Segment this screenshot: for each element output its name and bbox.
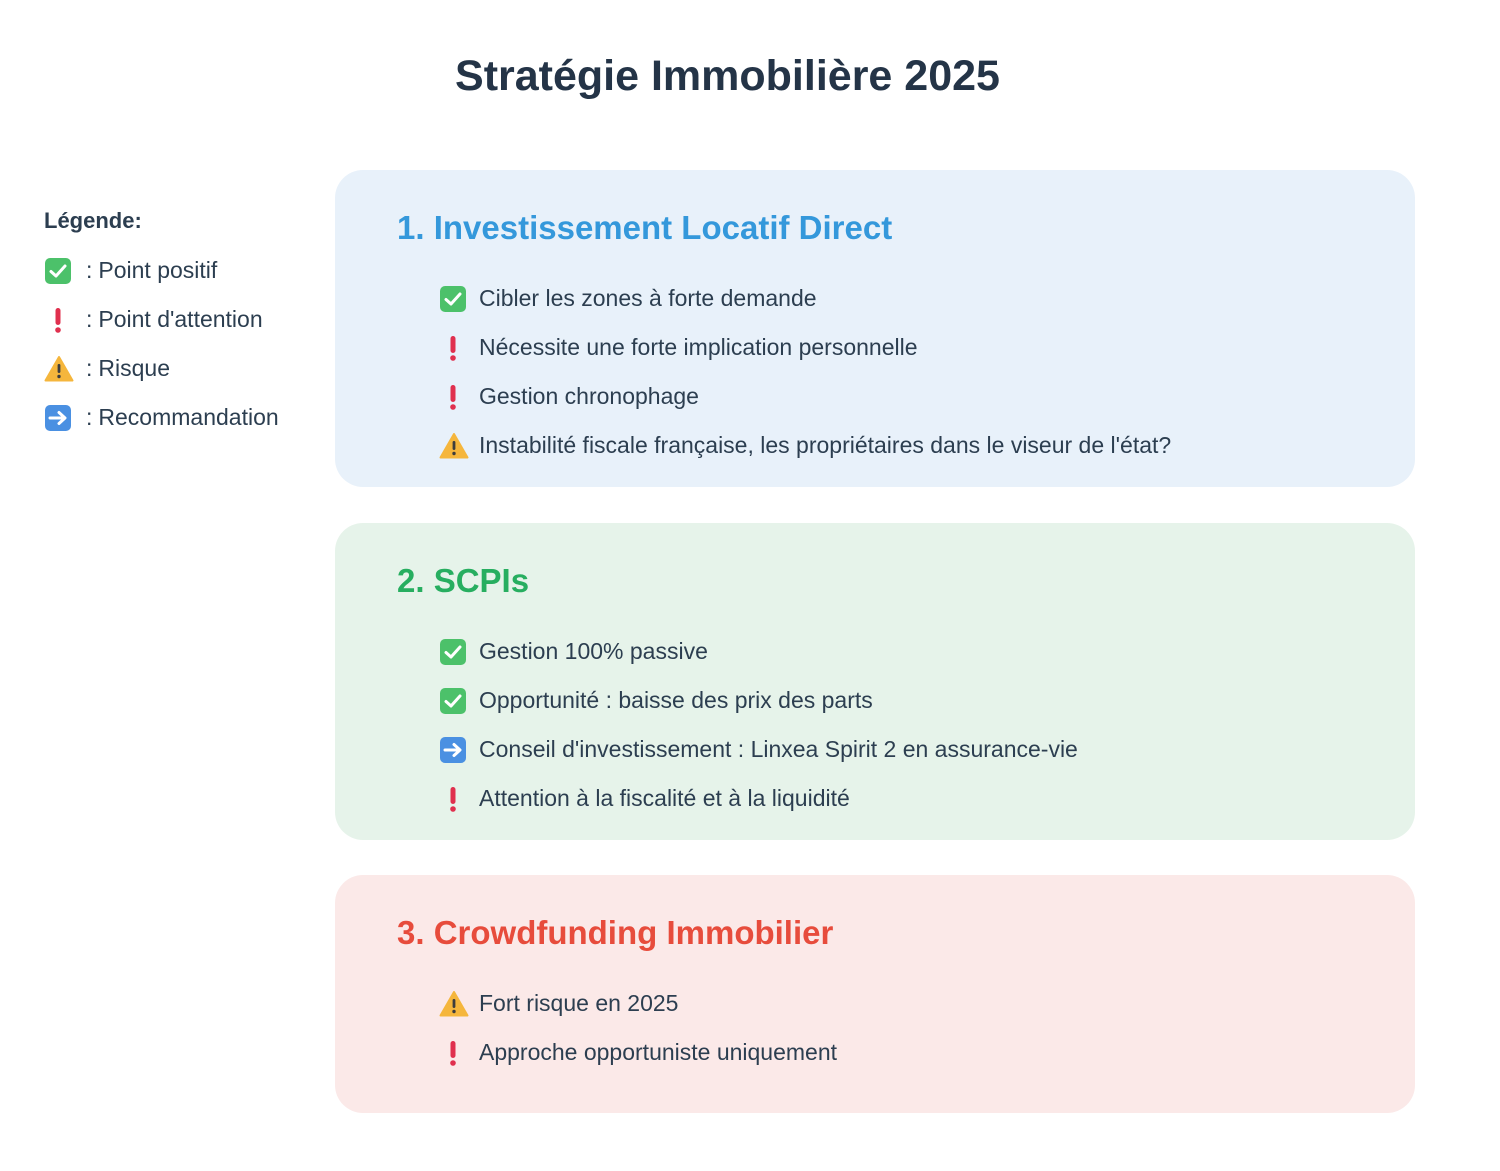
legend-label: Risque	[98, 355, 170, 381]
list-item-text: Gestion chronophage	[479, 383, 699, 409]
list-item-text: Nécessite une forte implication personnelle	[479, 334, 918, 360]
section-title: 2. SCPIs	[397, 562, 530, 599]
page-title: Stratégie Immobilière 2025	[455, 52, 1000, 100]
section-crowdfunding	[335, 875, 1415, 1113]
section-locatif-direct	[335, 170, 1415, 487]
legend-separator: :	[86, 306, 93, 332]
legend-item-attention	[44, 295, 324, 344]
list-item-text: Gestion 100% passive	[479, 638, 708, 664]
check-icon	[44, 257, 80, 285]
section-scpis	[335, 523, 1415, 840]
exclamation-icon	[439, 785, 479, 813]
legend-item-risk	[44, 344, 324, 393]
section-items	[397, 274, 1415, 470]
check-icon	[439, 638, 479, 666]
list-item-text: Cibler les zones à forte demande	[479, 285, 817, 311]
arrow-right-icon	[44, 404, 80, 432]
section-items	[397, 627, 1415, 823]
check-icon	[439, 285, 479, 313]
list-item	[439, 323, 1415, 372]
exclamation-icon	[439, 334, 479, 362]
legend-separator: :	[86, 404, 93, 430]
exclamation-icon	[439, 1039, 479, 1067]
section-items	[397, 979, 1415, 1077]
list-item	[439, 774, 1415, 823]
list-item	[439, 1028, 1415, 1077]
legend-title: Légende:	[44, 208, 142, 233]
warning-icon	[44, 355, 80, 383]
warning-icon	[439, 432, 479, 460]
legend-item-positive	[44, 246, 324, 295]
legend-label: Point positif	[98, 257, 218, 283]
warning-icon	[439, 990, 479, 1018]
legend-separator: :	[86, 257, 93, 283]
list-item-text: Instabilité fiscale française, les propriétaires dans le viseur de l'état?	[479, 432, 1172, 458]
arrow-right-icon	[439, 736, 479, 764]
list-item	[439, 372, 1415, 421]
list-item	[439, 421, 1415, 470]
section-title: 3. Crowdfunding Immobilier	[397, 914, 834, 951]
list-item	[439, 979, 1415, 1028]
list-item	[439, 725, 1415, 774]
list-item-text: Conseil d'investissement : Linxea Spirit 2 en assurance-vie	[479, 736, 1078, 762]
legend-label: Point d'attention	[98, 306, 263, 332]
check-icon	[439, 687, 479, 715]
exclamation-icon	[439, 383, 479, 411]
legend-label: Recommandation	[98, 404, 279, 430]
list-item	[439, 627, 1415, 676]
exclamation-icon	[44, 306, 80, 334]
list-item-text: Approche opportuniste uniquement	[479, 1039, 838, 1065]
legend-separator: :	[86, 355, 93, 381]
list-item	[439, 274, 1415, 323]
list-item-text: Opportunité : baisse des prix des parts	[479, 687, 873, 713]
list-item	[439, 676, 1415, 725]
section-title: 1. Investissement Locatif Direct	[397, 209, 893, 246]
list-item-text: Fort risque en 2025	[479, 990, 679, 1016]
legend-item-recommendation	[44, 393, 324, 442]
list-item-text: Attention à la fiscalité et à la liquidité	[479, 785, 850, 811]
legend	[44, 208, 324, 442]
